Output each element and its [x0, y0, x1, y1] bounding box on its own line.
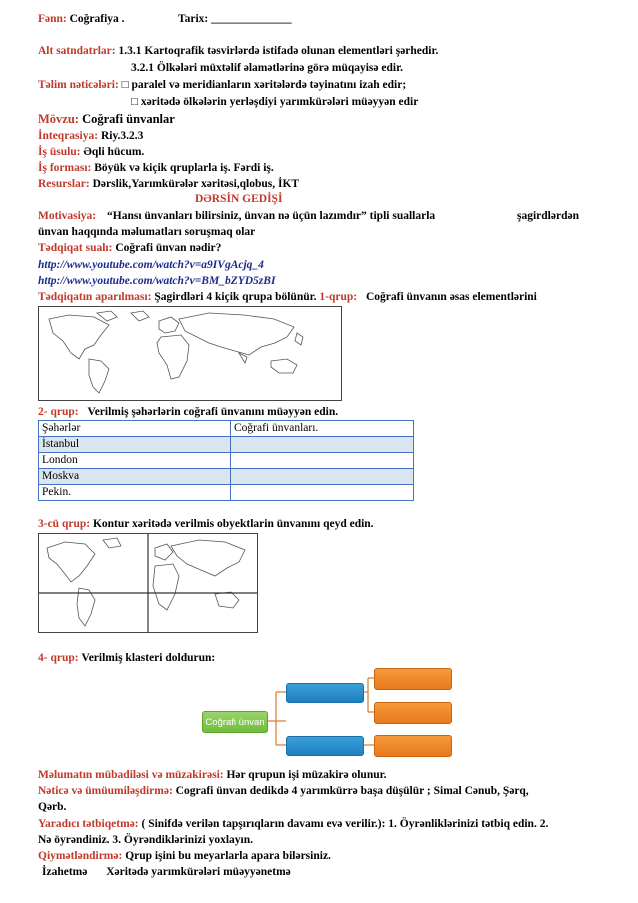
exchange-text: Hər qrupun işi müzakirə olunur. [226, 769, 387, 781]
video-link-1[interactable]: http://www.youtube.com/watch?v=a9IVgAcjq_4 [38, 259, 264, 271]
table-cell: İstanbul [39, 437, 231, 453]
method-label: İş üsulu: [38, 146, 81, 158]
standards-text2: 3.2.1 Ölkələri müxtəlif əlamətlərinə görə müqayisə edir. [131, 62, 404, 74]
topic-label: Mövzu: [38, 112, 79, 126]
table-header-cell: Coğrafi ünvanları. [231, 421, 414, 437]
resources-value: Dərslik,Yarımkürələr xəritəsi,qlobus, İKT [92, 178, 300, 190]
research-question-value: Coğrafi ünvan nədir? [115, 242, 222, 254]
results-label: Təlim nəticələri: [38, 79, 119, 91]
resources-label: Resurslar: [38, 178, 90, 190]
group3-text: Kontur xəritədə verilmis obyektlarin ünvanını qeyd edin. [92, 518, 374, 530]
conclusion-label: Nəticə və ümüumiləşdirmə: [38, 785, 173, 797]
creative-text1: ( Sinifdə verilən tapşırıqların davamı evə verilir.): 1. Öyrənliklərinizi tətbiq edin. 2. [141, 818, 549, 830]
assessment-text: Qrup işini bu meyarlarla apara bilərsiniz. [125, 850, 331, 862]
research-question-label: Tədqiqat sualı: [38, 242, 113, 254]
cluster-center-node: Coğrafi ünvan [202, 711, 268, 733]
criteria-label: İzahetmə [42, 866, 88, 878]
group2-text: Verilmiş şəhərlərin coğrafi ünvanını müəyyən edin. [87, 406, 339, 418]
assessment-label: Qiymətləndirmə: [38, 850, 123, 862]
date-field: Tarix: ______________ [178, 13, 292, 25]
group4-label: 4- qrup: [38, 652, 79, 664]
exchange-label: Məlumatın mübadiləsi və müzakirəsi: [38, 769, 224, 781]
creative-label: Yaradıcı tətbiqetmə: [38, 818, 139, 830]
standards-text1: 1.3.1 Kartoqrafik təsvirlərdə istifadə olunan elementləri şərhedir. [118, 45, 439, 57]
criteria-line [42, 866, 291, 879]
table-cell: London [39, 453, 231, 469]
research-conduct-text: Şagirdləri 4 kiçik qrupa bölünür. [154, 291, 317, 303]
table-cell: Moskva [39, 469, 231, 485]
criteria-text: Xəritədə yarımkürələri müəyyənetmə [106, 866, 291, 878]
conclusion-line1 [38, 785, 529, 798]
cluster-node-orange-1[interactable] [374, 668, 452, 690]
video-link-2[interactable]: http://www.youtube.com/watch?v=BM_bZYD5zBI [38, 275, 276, 287]
cluster-node-blue-top[interactable] [286, 683, 364, 703]
group4-text: Verilmiş klasteri doldurun: [81, 652, 216, 664]
creative-text2: Nə öyrəndiniz. 3. Öyrəndiklərinizi yoxlayın. [38, 834, 253, 846]
standards-label: Alt satndatrlar: [38, 45, 116, 57]
cluster-node-orange-2[interactable] [374, 702, 452, 724]
conclusion-text1: Cografi ünvan dedikdə 4 yarımkürrə başa düşülür ; Simal Cənub, Şərq, [175, 785, 529, 797]
subject-label: Fənn: [38, 13, 67, 25]
results-text2: xəritədə ölkələrin yerləşdiyi yarımkürələri müəyyən edir [137, 96, 419, 108]
bullet-icon: □ [131, 96, 138, 108]
bullet-icon: □ [121, 79, 129, 91]
group1-label: 1-qrup: [319, 291, 358, 303]
cluster-node-orange-3[interactable] [374, 735, 452, 757]
group3-label: 3-cü qrup: [38, 518, 91, 530]
topic-value: Coğrafi ünvanlar [82, 112, 175, 126]
form-label: İş forması: [38, 162, 92, 174]
results-text1: paralel və meridianların xəritələrdə təyinatını izah edir; [128, 79, 407, 91]
table-cell: Pekin. [39, 485, 231, 501]
table-header-cell: Şəhərlər [39, 421, 231, 437]
research-conduct-label: Tədqiqatın aparılması: [38, 291, 152, 303]
lesson-heading: DƏRSİN GEDİŞİ [195, 193, 283, 205]
subject-value: Coğrafiya . [69, 13, 125, 25]
motivation-text1b: şagirdlərdən [517, 210, 579, 222]
group2-label: 2- qrup: [38, 406, 79, 418]
integration-label: İnteqrasiya: [38, 130, 99, 142]
cluster-node-blue-bottom[interactable] [286, 736, 364, 756]
exchange-line [38, 769, 387, 782]
form-value: Böyük və kiçik qruplarla iş. Fərdi iş. [94, 162, 274, 174]
group1-text: Coğrafi ünvanın əsas elementlərini [365, 291, 537, 303]
conclusion-text2: Qərb. [38, 801, 67, 813]
assessment-line [38, 850, 331, 863]
integration-value: Riy.3.2.3 [100, 130, 144, 142]
motivation-text2: ünvan haqqında məlumatları soruşmaq olar [38, 226, 256, 238]
creative-line1 [38, 818, 548, 831]
motivation-text1: “Hansı ünvanları bilirsiniz, ünvan nə üçün lazımdır” tipli suallarla [107, 210, 436, 222]
method-value: Əqli hücum. [83, 146, 145, 158]
motivation-label: Motivasiya: [38, 210, 97, 222]
